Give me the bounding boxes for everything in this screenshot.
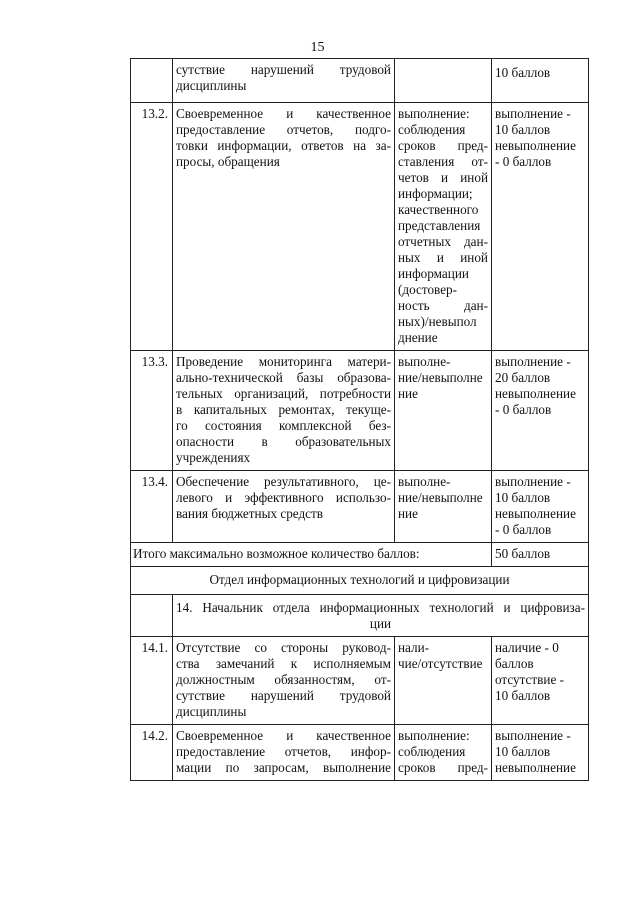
text-line: предоставление отчетов, инфор- <box>176 744 391 759</box>
text-line: учреждениях <box>176 450 251 465</box>
text-line: соблюдения <box>398 744 466 759</box>
text-line: дисциплины <box>176 78 247 93</box>
total-score: 50 баллов <box>492 543 589 567</box>
text-line: тельных организаций, потребности <box>176 386 391 401</box>
row-number: 13.2. <box>131 103 173 351</box>
criterion-score <box>492 471 589 543</box>
text-line: информации <box>398 266 469 281</box>
table-row <box>131 351 589 471</box>
table-row <box>131 59 589 103</box>
criteria-table <box>130 58 589 781</box>
text-line: 10 баллов <box>495 744 551 759</box>
text-line: нали- <box>398 640 430 655</box>
criterion-indicator <box>395 59 492 103</box>
text-line: невыполнение <box>495 760 576 775</box>
text-line: чие/отсутствие <box>398 656 483 671</box>
text-line: Отсутствие со стороны руковод- <box>176 640 391 655</box>
text-line: ции <box>369 616 392 631</box>
criterion-description <box>173 725 395 781</box>
text-line: сутствие нарушений трудовой <box>176 62 391 77</box>
text-line: Своевременное и качественное <box>176 728 391 743</box>
text-line: го состояния комплексной без- <box>176 418 391 433</box>
text-line: предоставление отчетов, подго- <box>176 122 391 137</box>
text-line: 14. Начальник отдела информационных технологий и цифровиза- <box>176 600 585 615</box>
text-line: ставления от- <box>398 154 488 169</box>
text-line: баллов <box>495 656 534 671</box>
text-line: сроков пред- <box>398 760 488 775</box>
criterion-indicator <box>395 103 492 351</box>
text-line: (достовер- <box>398 282 458 297</box>
text-line: 10 баллов <box>495 65 551 80</box>
text-line: Обеспечение результативного, це- <box>176 474 391 489</box>
text-line: - 0 баллов <box>495 154 552 169</box>
criterion-score <box>492 103 589 351</box>
table-row <box>131 725 589 781</box>
text-line: мации по запросам, выполнение <box>176 760 391 775</box>
text-line: днение <box>398 330 438 345</box>
section-header-row <box>131 567 589 595</box>
row-number-cell <box>131 595 173 637</box>
text-line: 10 баллов <box>495 688 551 703</box>
table-row <box>131 637 589 725</box>
row-number-cell <box>131 59 173 103</box>
text-line: выполнение - <box>495 106 571 121</box>
text-line: ние/невыполне <box>398 490 483 505</box>
text-line: информации; <box>398 186 473 201</box>
text-line: 20 баллов <box>495 370 551 385</box>
text-line: ства замечаний к исполняемым <box>176 656 391 671</box>
text-line: ние <box>398 386 418 401</box>
text-line: товки информации, ответов на за- <box>176 138 391 153</box>
text-line: должностным обязанностям, от- <box>176 672 391 687</box>
text-line: соблюдения <box>398 122 466 137</box>
text-line: - 0 баллов <box>495 402 552 417</box>
text-line: качественного <box>398 202 479 217</box>
page-number: 15 <box>310 40 325 55</box>
text-line: ных и иной <box>398 250 488 265</box>
criterion-description <box>173 103 395 351</box>
criterion-description <box>173 351 395 471</box>
row-number: 14.1. <box>131 637 173 725</box>
criterion-indicator <box>395 351 492 471</box>
text-line: опасности в образовательных <box>176 434 391 449</box>
total-label: Итого максимально возможное количество баллов: <box>131 543 492 567</box>
text-line: отчетных дан- <box>398 234 488 249</box>
table-row <box>131 103 589 351</box>
criterion-description <box>173 471 395 543</box>
text-line: 10 баллов <box>495 122 551 137</box>
text-line: ность дан- <box>398 298 488 313</box>
text-line: дисциплины <box>176 704 247 719</box>
text-line: выполнение - <box>495 354 571 369</box>
text-line: сутствие нарушений трудовой <box>176 688 391 703</box>
text-line: выполнение - <box>495 474 571 489</box>
text-line: просы, обращения <box>176 154 280 169</box>
row-number: 13.4. <box>131 471 173 543</box>
text-line: Своевременное и качественное <box>176 106 391 121</box>
row-number: 13.3. <box>131 351 173 471</box>
criterion-indicator <box>395 725 492 781</box>
criterion-indicator <box>395 637 492 725</box>
section-title: Отдел информационных технологий и цифровизации <box>131 567 589 595</box>
table-row <box>131 471 589 543</box>
text-line: выполне- <box>398 474 451 489</box>
subsection-header-row <box>131 595 589 637</box>
text-line: ние <box>398 506 418 521</box>
text-line: невыполнение <box>495 386 576 401</box>
text-line: сроков пред- <box>398 138 488 153</box>
criterion-description <box>173 637 395 725</box>
subsection-title <box>173 595 589 637</box>
text-line: четов и иной <box>398 170 488 185</box>
criterion-score <box>492 59 589 103</box>
criterion-indicator <box>395 471 492 543</box>
text-line: Проведение мониторинга матери- <box>176 354 391 369</box>
text-line: выполнение: <box>398 106 470 121</box>
text-line: отсутствие - <box>495 672 564 687</box>
text-line: представления <box>398 218 481 233</box>
text-line: - 0 баллов <box>495 522 552 537</box>
text-line: невыполнение <box>495 506 576 521</box>
text-line: ально-технической базы образова- <box>176 370 391 385</box>
text-line: выполнение: <box>398 728 470 743</box>
text-line: невыполнение <box>495 138 576 153</box>
text-line: наличие - 0 <box>495 640 559 655</box>
text-line: вания бюджетных средств <box>176 506 324 521</box>
text-line: выполне- <box>398 354 451 369</box>
text-line: ние/невыполне <box>398 370 483 385</box>
text-line: выполнение - <box>495 728 571 743</box>
criterion-score <box>492 637 589 725</box>
text-line: ных)/невыпол <box>398 314 477 329</box>
text-line: в капитальных ремонтах, текуще- <box>176 402 391 417</box>
criterion-description <box>173 59 395 103</box>
text-line: левого и эффективного использо- <box>176 490 391 505</box>
criterion-score <box>492 351 589 471</box>
text-line: 10 баллов <box>495 490 551 505</box>
row-number: 14.2. <box>131 725 173 781</box>
criterion-score <box>492 725 589 781</box>
total-row <box>131 543 589 567</box>
